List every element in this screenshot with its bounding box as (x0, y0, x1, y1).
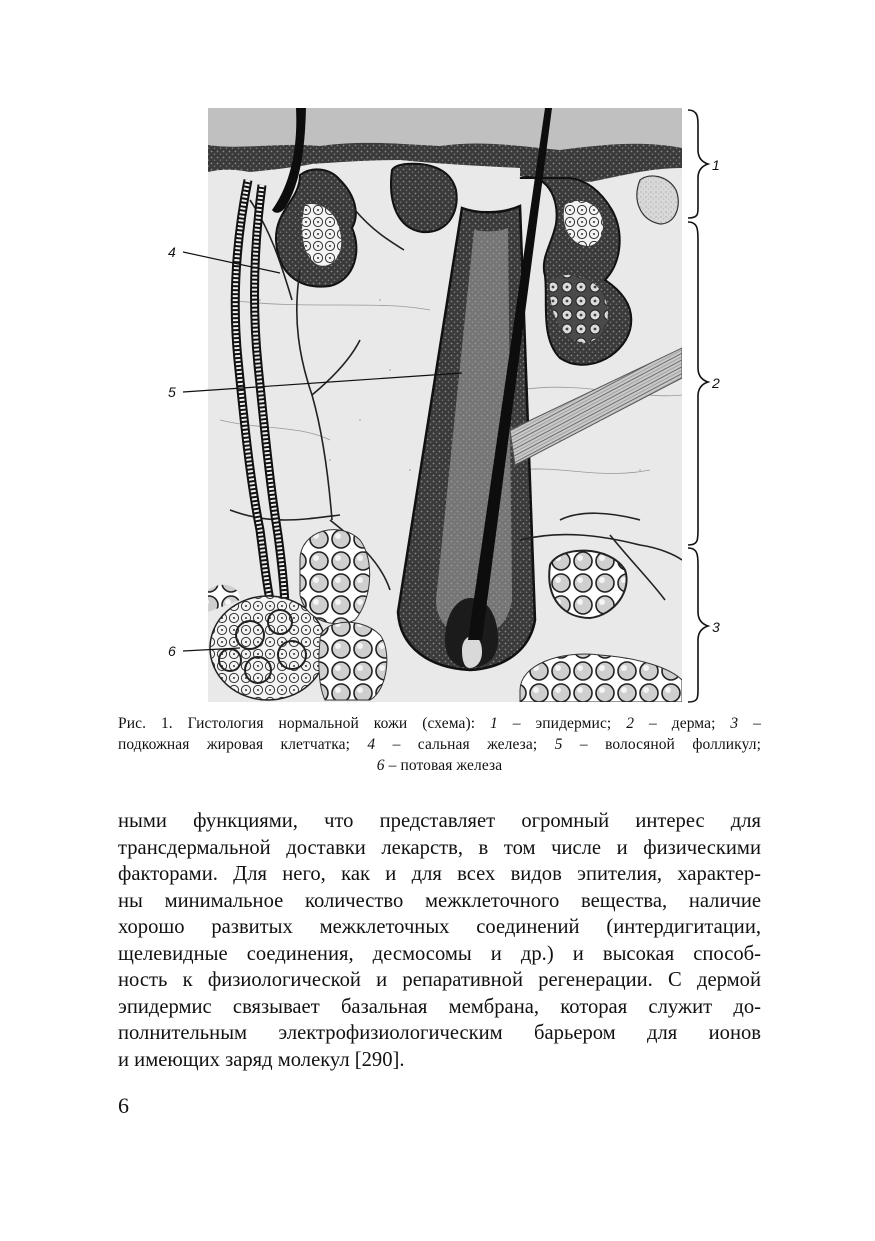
caption-subcutaneous: подкожная жировая клетчатка; (118, 736, 368, 753)
body-line: факторами. Для него, как и для всех видов эпителия, характер- (118, 863, 761, 885)
caption-num-2: 2 (626, 715, 635, 732)
page-number: 6 (118, 1093, 129, 1118)
label-3: 3 (712, 619, 720, 635)
caption-num-6: 6 (376, 757, 385, 774)
caption-dash-3: – (738, 715, 761, 732)
caption-num-4: 4 (367, 736, 376, 753)
body-line: полнительным электрофизиологическим барьером для ионов (118, 1022, 761, 1044)
label-6: 6 (168, 643, 176, 659)
skin-histology-figure (168, 105, 728, 705)
body-line: хорошо развитых межклеточных соединений (интердигитации, (118, 916, 761, 938)
body-line: трансдермальной доставки лекарств, в том числе и физическими (118, 836, 761, 859)
body-line: ны минимальное количество межклеточного вещества, наличие (118, 889, 761, 912)
label-1: 1 (712, 157, 720, 173)
caption-line-1 (118, 713, 761, 734)
caption-follicle: – волосяной фолликул; (562, 736, 761, 753)
label-5: 5 (168, 384, 176, 400)
body-line: эпидермис связывает базальная мембрана, которая служит до- (118, 995, 761, 1018)
caption-num-5: 5 (554, 736, 563, 753)
caption-sebaceous: – сальная железа; (375, 736, 555, 753)
caption-prefix: Рис. 1. Гистология нормальной кожи (схема): (118, 715, 491, 732)
figure-caption (118, 713, 761, 776)
body-line: ными функциями, что представляет огромный интерес для (118, 810, 761, 832)
caption-num-1: 1 (490, 715, 498, 732)
body-line: щелевидные соединения, десмосомы и др.) и высокая способ- (118, 942, 761, 965)
body-line: ность к физиологической и репаративной регенерации. С дермой (118, 969, 761, 991)
caption-num-3: 3 (730, 715, 739, 732)
caption-epidermis: – эпидермис; (497, 715, 627, 732)
layer-braces (688, 110, 708, 702)
body-paragraph (118, 808, 761, 1073)
caption-sweat-gland: – потовая железа (384, 757, 503, 774)
label-4: 4 (168, 244, 176, 260)
caption-dermis: – дерма; (634, 715, 731, 732)
caption-line-2 (118, 734, 761, 755)
body-line: и имеющих заряд молекул [290]. (118, 1048, 405, 1071)
label-2: 2 (712, 375, 720, 391)
fat-cluster (300, 530, 370, 624)
caption-line-3 (118, 755, 761, 776)
